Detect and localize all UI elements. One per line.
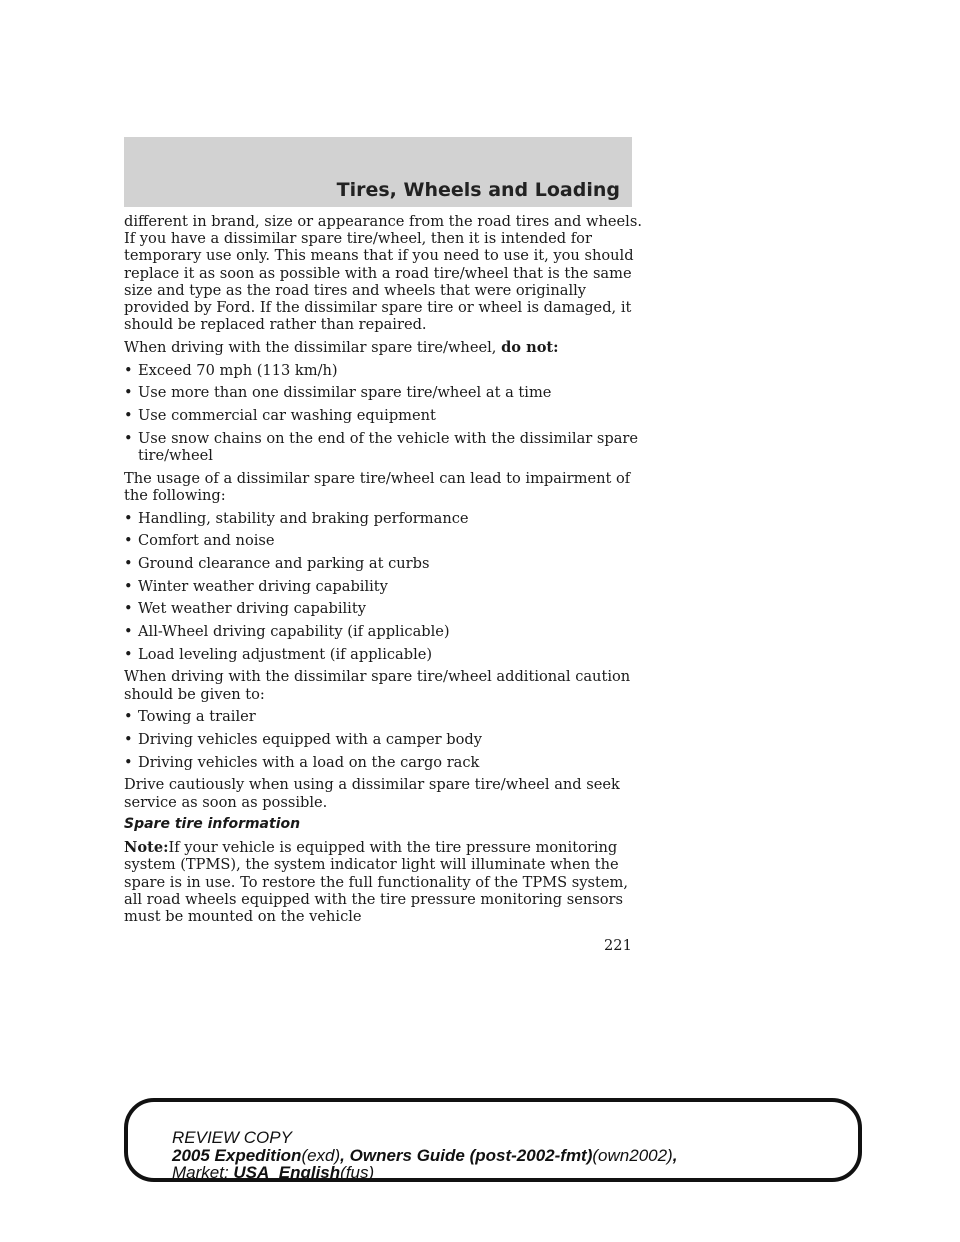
do-not-emphasis: do not: bbox=[501, 338, 559, 356]
paragraph-dissimilar-spare: different in brand, size or appearance from the road tires and wheels. If you have a dissimilar spare tire/wheel, then it is intended for temporary use only. This means that if you need to use it, you should replace it as soon as possible with a road tire/wheel that is the same size and type as the road tires and wheels that were originally provided by Ford. If the dissimilar spare tire or wheel is damaged, it should be replaced rather than repaired. bbox=[124, 213, 642, 334]
page-number: 221 bbox=[604, 937, 632, 954]
list-item: • Ground clearance and parking at curbs bbox=[124, 554, 430, 572]
review-copy-box bbox=[124, 1098, 862, 1182]
bullet-icon: • bbox=[124, 731, 133, 749]
market-label: Market: bbox=[172, 1163, 234, 1182]
review-copy-label: REVIEW COPY bbox=[172, 1128, 292, 1147]
do-not-list bbox=[124, 362, 644, 465]
paragraph-note bbox=[124, 839, 644, 925]
bullet-icon: • bbox=[124, 645, 133, 663]
bullet-icon: • bbox=[124, 429, 133, 447]
paragraph-do-not bbox=[124, 339, 644, 356]
caution-list bbox=[124, 708, 644, 771]
paragraph-drive-cautiously: Drive cautiously when using a dissimilar spare tire/wheel and seek service as soon as possible. bbox=[124, 776, 620, 811]
bullet-icon: • bbox=[124, 753, 133, 771]
impairment-list bbox=[124, 510, 644, 663]
bullet-icon: • bbox=[124, 509, 133, 527]
bullet-icon: • bbox=[124, 384, 133, 402]
bullet-icon: • bbox=[124, 407, 133, 425]
bullet-icon: • bbox=[124, 708, 133, 726]
list-item: • Driving vehicles with a load on the cargo rack bbox=[124, 753, 480, 771]
paragraph-impairment: The usage of a dissimilar spare tire/wheel can lead to impairment of the following: bbox=[124, 469, 631, 504]
model-code: (exd) bbox=[301, 1146, 341, 1165]
do-not-lead: When driving with the dissimilar spare tire/wheel, bbox=[124, 338, 502, 356]
list-item: • Winter weather driving capability bbox=[124, 577, 388, 595]
separator: , bbox=[672, 1146, 678, 1165]
list-item: • All-Wheel driving capability (if applicable) bbox=[124, 623, 450, 641]
bullet-icon: • bbox=[124, 532, 133, 550]
guide-code: (own2002) bbox=[592, 1146, 673, 1165]
bullet-icon: • bbox=[124, 361, 133, 379]
list-item: • Wet weather driving capability bbox=[124, 600, 366, 618]
list-item: • Handling, stability and braking performance bbox=[124, 509, 469, 527]
list-item: • Towing a trailer bbox=[124, 708, 256, 726]
model-name: 2005 Expedition bbox=[172, 1146, 302, 1165]
list-item: • Use commercial car washing equipment bbox=[124, 407, 436, 425]
review-copy-publication bbox=[172, 1147, 677, 1164]
section-title: Tires, Wheels and Loading bbox=[336, 179, 620, 201]
note-label: Note: bbox=[124, 839, 169, 857]
list-item: • Load leveling adjustment (if applicable) bbox=[124, 645, 433, 663]
page-body bbox=[124, 213, 644, 931]
guide-name: Owners Guide (post-2002-fmt) bbox=[349, 1146, 593, 1165]
paragraph-caution: When driving with the dissimilar spare tire/wheel additional caution should be given to: bbox=[124, 668, 631, 703]
bullet-icon: • bbox=[124, 623, 133, 641]
list-item: • Use snow chains on the end of the vehicle with the dissimilar spare tire/wheel bbox=[124, 429, 639, 464]
market-name: USA_English bbox=[233, 1163, 341, 1182]
market-code: (fus) bbox=[340, 1163, 375, 1182]
list-item: • Use more than one dissimilar spare tire/wheel at a time bbox=[124, 384, 552, 402]
bullet-icon: • bbox=[124, 600, 133, 618]
bullet-icon: • bbox=[124, 554, 133, 572]
list-item: • Comfort and noise bbox=[124, 532, 275, 550]
separator: , bbox=[340, 1146, 350, 1165]
subheading-spare-tire: Spare tire information bbox=[124, 816, 301, 833]
note-text: If your vehicle is equipped with the tire pressure monitoring system (TPMS), the system indicator light will illuminate when the spare is in use. To restore the full functionality of the TPMS system, all road wheels equipped with the tire pressure monitoring sensors must be mounted on the vehicle bbox=[124, 839, 629, 925]
list-item: • Driving vehicles equipped with a camper body bbox=[124, 731, 482, 749]
list-item: • Exceed 70 mph (113 km/h) bbox=[124, 361, 338, 379]
section-header-band bbox=[124, 137, 632, 207]
review-copy-market bbox=[172, 1164, 374, 1181]
bullet-icon: • bbox=[124, 577, 133, 595]
